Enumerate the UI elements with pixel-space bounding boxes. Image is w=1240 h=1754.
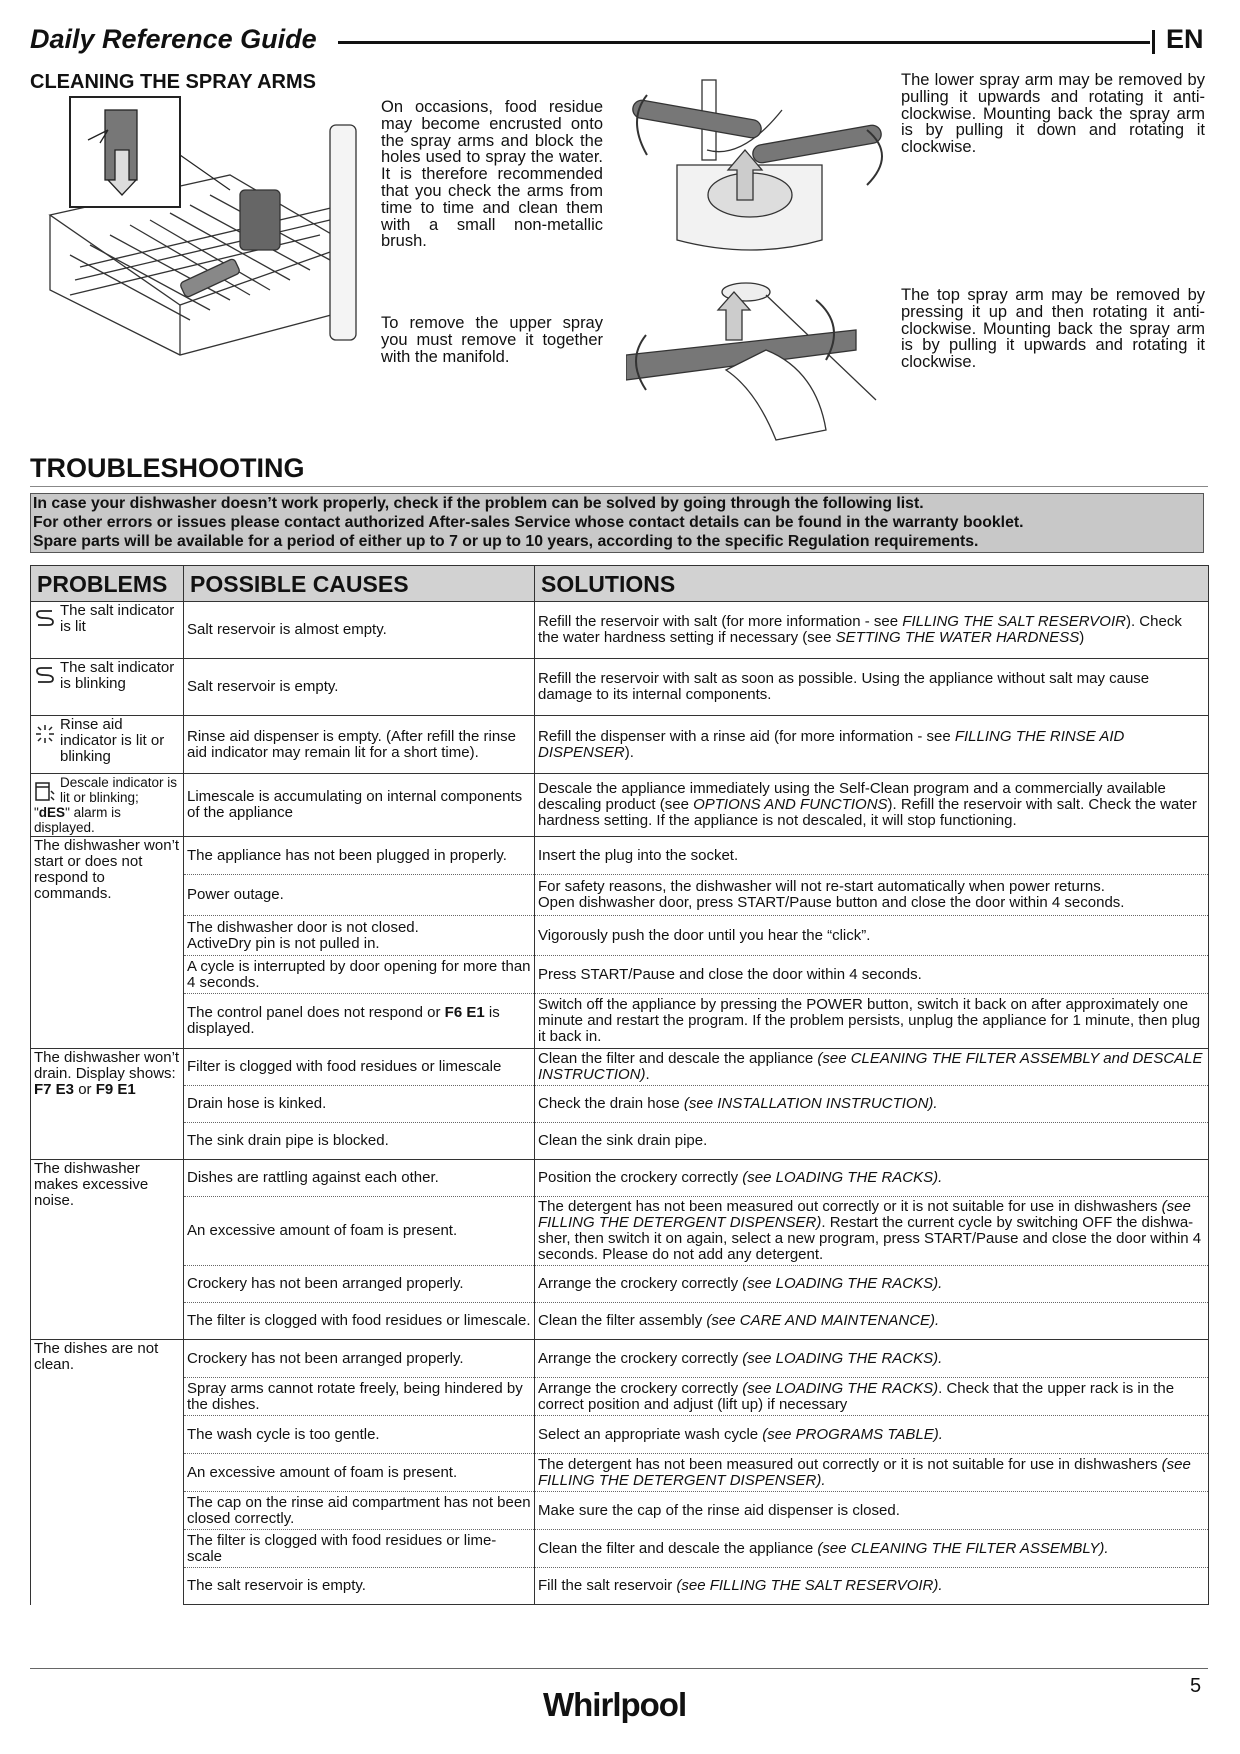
salt-indicator-blinking-icon — [34, 666, 56, 684]
solution-reference: (see LOADING THE RACKS). — [742, 1349, 943, 1367]
solution-text: Refill the reservoir with salt (for more information - see — [538, 613, 903, 630]
problem-cell — [31, 716, 184, 774]
cause-cell: The sink drain pipe is blocked. — [184, 1123, 535, 1160]
solution-cell — [535, 774, 1209, 837]
table-row — [31, 1160, 1209, 1197]
troubleshooting-info-box — [30, 493, 1204, 553]
cause-text: The dishwasher door is not closed. — [187, 918, 419, 936]
cause-cell — [184, 994, 535, 1049]
solution-text: Arrange the crockery correctly — [538, 1379, 743, 1397]
page-number: 5 — [1190, 1675, 1202, 1697]
solution-text: ). Check the water hardness setting if necessary (see — [538, 613, 1182, 646]
solution-reference: (see LOADING THE RACKS). — [742, 1275, 943, 1292]
solution-text: Fill the salt reservoir — [538, 1577, 677, 1594]
cause-cell: An excessive amount of foam is present. — [184, 1454, 535, 1492]
cause-cell: The filter is clogged with food residues or lime-scale — [184, 1530, 535, 1568]
table-row — [31, 774, 1209, 837]
solution-reference: (see LOADING THE RACKS). — [742, 1169, 943, 1186]
solution-reference: (see CLEANING THE FILTER ASSEMBLY and DESCALE INSTRUCTION) — [538, 1050, 1203, 1083]
solution-reference: FILLING THE RINSE AID DISPENSER — [538, 727, 1125, 761]
cause-cell — [184, 916, 535, 956]
table-row — [31, 1530, 1209, 1568]
header-rule — [338, 41, 1150, 44]
solution-cell: Make sure the cap of the rinse aid dispenser is closed. — [535, 1492, 1209, 1530]
solution-text: ). Refill the reservoir with salt. Check the water hardness setting. If the appliance is not descaled, it will stop functioning. — [538, 796, 1197, 829]
solution-text: Arrange the crockery correctly — [538, 1349, 743, 1367]
table-row — [31, 1568, 1209, 1605]
solution-text: Clean the filter and descale the appliance — [538, 1050, 818, 1067]
solution-text: Refill the dispenser with a rinse aid (for more information - see — [538, 727, 955, 745]
header-causes: POSSIBLE CAUSES — [184, 566, 535, 602]
lower-spray-arm-illustration — [622, 70, 902, 258]
solution-cell — [535, 1160, 1209, 1197]
cause-text: The control panel does not respond or — [187, 1004, 445, 1021]
problem-text: The salt indicator is lit — [60, 602, 175, 635]
problem-cell — [31, 774, 184, 837]
cause-cell: Power outage. — [184, 875, 535, 916]
table-row — [31, 602, 1209, 659]
info-line-1: In case your dishwasher doesn’t work properly, check if the problem can be solved by going through the following list. — [33, 495, 924, 512]
cause-cell: Limescale is accumulating on internal components of the appliance — [184, 774, 535, 837]
solution-cell — [535, 1530, 1209, 1568]
solution-text: . Check that the upper rack is in the correct position and adjust (lift up) if necessary — [538, 1379, 1175, 1413]
solution-cell — [535, 1266, 1209, 1303]
solution-cell: Insert the plug into the socket. — [535, 837, 1209, 875]
table-row — [31, 1454, 1209, 1492]
table-header-row — [31, 566, 1209, 602]
cause-cell: An excessive amount of foam is present. — [184, 1197, 535, 1266]
section-title-spray-arms: CLEANING THE SPRAY ARMS — [30, 71, 316, 93]
problem-text: The dishwasher won’t drain. Display shows: — [34, 1049, 180, 1082]
solution-cell — [535, 1086, 1209, 1123]
alarm-code: dES — [38, 805, 66, 820]
solution-text: . — [645, 1066, 650, 1083]
solution-reference: (see FILLING THE DETERGENT DISPENSER) — [538, 1198, 1191, 1231]
cause-cell: The cap on the rinse aid compartment has not been closed correctly. — [184, 1492, 535, 1530]
cause-cell: A cycle is interrupted by door opening for more than 4 seconds. — [184, 956, 535, 994]
page-header-title: Daily Reference Guide — [30, 24, 317, 54]
problem-text: Descale indicator is lit or blinking; — [60, 775, 178, 805]
solution-text: ). — [624, 743, 634, 761]
table-row — [31, 1492, 1209, 1530]
table-row — [31, 1197, 1209, 1266]
problem-cell — [31, 1049, 184, 1160]
table-row — [31, 875, 1209, 916]
table-row — [31, 994, 1209, 1049]
problem-cell: The dishwasher won’t start or does not respond to commands. — [31, 837, 184, 1049]
solution-text: ) — [1079, 629, 1085, 646]
cause-cell: Filter is clogged with food residues or limescale — [184, 1049, 535, 1086]
solution-cell — [535, 1197, 1209, 1266]
solution-text: Open dishwasher door, press START/Pause button and close the door within 4 seconds. — [538, 894, 1125, 911]
cause-cell: Salt reservoir is empty. — [184, 659, 535, 716]
solution-reference: (see PROGRAMS TABLE). — [762, 1425, 943, 1443]
solution-text: The detergent has not been measured out correctly or it is not suitable for use in dishwashers — [538, 1455, 1162, 1473]
cause-text: is displayed. — [187, 1004, 500, 1037]
problem-cell — [31, 659, 184, 716]
solution-reference: (see CLEANING THE FILTER ASSEMBLY). — [817, 1539, 1109, 1557]
table-row — [31, 1340, 1209, 1378]
error-code: F7 E3 — [34, 1081, 75, 1098]
problem-text: Rinse aid indicator is lit or blinking — [60, 716, 165, 765]
info-line-3: Spare parts will be available for a period of either up to 7 or up to 10 years, according to the specific Regulation requirements. — [33, 533, 979, 550]
cause-cell: The appliance has not been plugged in properly. — [184, 837, 535, 875]
header-problems: PROBLEMS — [31, 566, 184, 602]
solution-text: Select an appropriate wash cycle — [538, 1425, 763, 1443]
solution-cell — [535, 1568, 1209, 1605]
cause-cell: Dishes are rattling against each other. — [184, 1160, 535, 1197]
table-row — [31, 659, 1209, 716]
table-row — [31, 1266, 1209, 1303]
section-title-troubleshooting: TROUBLESHOOTING — [30, 453, 305, 483]
solution-reference: SETTING THE WATER HARDNESS — [835, 629, 1080, 646]
table-row — [31, 1049, 1209, 1086]
table-row — [31, 1123, 1209, 1160]
solution-reference: (see FILLING THE DETERGENT DISPENSER). — [538, 1455, 1191, 1489]
header-rule-tick — [1152, 30, 1155, 54]
spray-arms-paragraph-2: To remove the upper spray you must remove it together with the manifold. — [381, 314, 603, 366]
solution-cell — [535, 1340, 1209, 1378]
language-label: EN — [1166, 24, 1204, 54]
solution-text: Clean the filter and descale the appliance — [538, 1539, 818, 1557]
table-row — [31, 1378, 1209, 1416]
solution-text: Arrange the crockery correctly — [538, 1275, 743, 1292]
cause-cell: The salt reservoir is empty. — [184, 1568, 535, 1605]
solution-reference: (see FILLING THE SALT RESERVOIR). — [676, 1577, 943, 1594]
problem-text: The salt indicator is blinking — [60, 659, 175, 692]
solution-cell: Clean the sink drain pipe. — [535, 1123, 1209, 1160]
salt-indicator-icon — [34, 609, 56, 627]
solution-text: Check the drain hose — [538, 1095, 684, 1112]
table-row — [31, 716, 1209, 774]
brand-logo: Whirlpool — [543, 1686, 687, 1723]
solution-text: The detergent has not been measured out correctly or it is not suitable for use in dishwashers — [538, 1198, 1162, 1215]
cause-cell: Spray arms cannot rotate freely, being hindered by the dishes. — [184, 1378, 535, 1416]
upper-spray-arm-text: The top spray arm may be removed by pressing it up and then rotating it anti-clockwise. Mounting back the spray arm is by pulling it upwards and rotating it clockwise. — [901, 286, 1205, 372]
cause-cell: Crockery has not been arranged properly. — [184, 1266, 535, 1303]
troubleshooting-rule — [30, 486, 1208, 487]
problem-text: " — [34, 805, 39, 820]
cause-cell: Drain hose is kinked. — [184, 1086, 535, 1123]
upper-spray-arm-illustration — [626, 280, 906, 445]
cause-text: ActiveDry pin is not pulled in. — [187, 934, 380, 952]
solution-cell — [535, 875, 1209, 916]
solution-cell — [535, 602, 1209, 659]
problem-cell: The dishwasher makes excessive noise. — [31, 1160, 184, 1340]
cause-cell: The filter is clogged with food residues or limescale. — [184, 1303, 535, 1340]
solution-reference: OPTIONS AND FUNCTIONS — [693, 796, 888, 813]
solution-text: For safety reasons, the dishwasher will not re-start automatically when power returns. — [538, 878, 1105, 895]
spray-arms-paragraph-1: On occasions, food residue may become encrusted onto the spray arms and block the holes used to spray the water. It is therefore recommended that you check the arms from time to time and clean them with a small non-metallic brush. — [381, 98, 603, 251]
table-row — [31, 1086, 1209, 1123]
solution-cell: Refill the reservoir with salt as soon as possible. Using the appliance without salt may cause damage to its internal components. — [535, 659, 1209, 716]
rinse-aid-indicator-icon — [34, 723, 56, 745]
descale-indicator-icon — [34, 781, 56, 803]
table-row — [31, 916, 1209, 956]
header-solutions: SOLUTIONS — [535, 566, 1209, 602]
cause-cell: Salt reservoir is almost empty. — [184, 602, 535, 659]
table-row — [31, 956, 1209, 994]
error-code: F6 E1 — [444, 1004, 485, 1021]
table-row — [31, 1416, 1209, 1454]
problem-text: " alarm is displayed. — [34, 805, 121, 835]
footer-rule — [30, 1668, 1208, 1669]
problem-text: or — [74, 1081, 96, 1098]
solution-cell — [535, 716, 1209, 774]
dishwasher-rack-illustration — [30, 95, 370, 360]
cause-cell: Rinse aid dispenser is empty. (After refill the rinse aid indicator may remain lit for a short time). — [184, 716, 535, 774]
problem-cell: The dishes are not clean. — [31, 1340, 184, 1605]
solution-text: Descale the appliance immediately using the Self-Clean program and a commercially available descaling product (see — [538, 780, 1166, 813]
solution-text: Position the crockery correctly — [538, 1169, 743, 1186]
solution-cell — [535, 1416, 1209, 1454]
table-row — [31, 837, 1209, 875]
solution-text: . Restart the current cycle by switching OFF the dishwa-sher, then switch it on again, select a new program, press START/Pause and close the door within 4 seconds. Please do not add any detergent. — [538, 1214, 1202, 1263]
solution-cell: Switch off the appliance by pressing the POWER button, switch it back on after approximately one minute and restart the program. If the problem persists, unplug the appliance for 1 minute, then plug it back in. — [535, 994, 1209, 1049]
info-line-2: For other errors or issues please contact authorized After-sales Service whose contact details can be found in the warranty booklet. — [33, 514, 1024, 531]
solution-reference: (see CARE AND MAINTENANCE). — [706, 1312, 940, 1329]
solution-cell: Press START/Pause and close the door within 4 seconds. — [535, 956, 1209, 994]
solution-cell: Vigorously push the door until you hear the “click”. — [535, 916, 1209, 956]
solution-text: Clean the filter assembly — [538, 1312, 707, 1329]
cause-cell: Crockery has not been arranged properly. — [184, 1340, 535, 1378]
solution-cell — [535, 1049, 1209, 1086]
solution-cell — [535, 1454, 1209, 1492]
solution-reference: FILLING THE SALT RESERVOIR — [902, 613, 1126, 630]
lower-spray-arm-text: The lower spray arm may be removed by pulling it upwards and rotating it anti-clockwise. Mounting back the spray arm is by pulling it down and rotating it clockwise. — [901, 71, 1205, 157]
solution-reference: (see LOADING THE RACKS) — [742, 1379, 939, 1397]
table-row — [31, 1303, 1209, 1340]
error-code: F9 E1 — [95, 1081, 136, 1098]
troubleshooting-table — [30, 565, 1209, 1605]
problem-cell — [31, 602, 184, 659]
solution-reference: (see INSTALLATION INSTRUCTION). — [683, 1095, 938, 1112]
cause-cell: The wash cycle is too gentle. — [184, 1416, 535, 1454]
solution-cell — [535, 1378, 1209, 1416]
solution-cell — [535, 1303, 1209, 1340]
